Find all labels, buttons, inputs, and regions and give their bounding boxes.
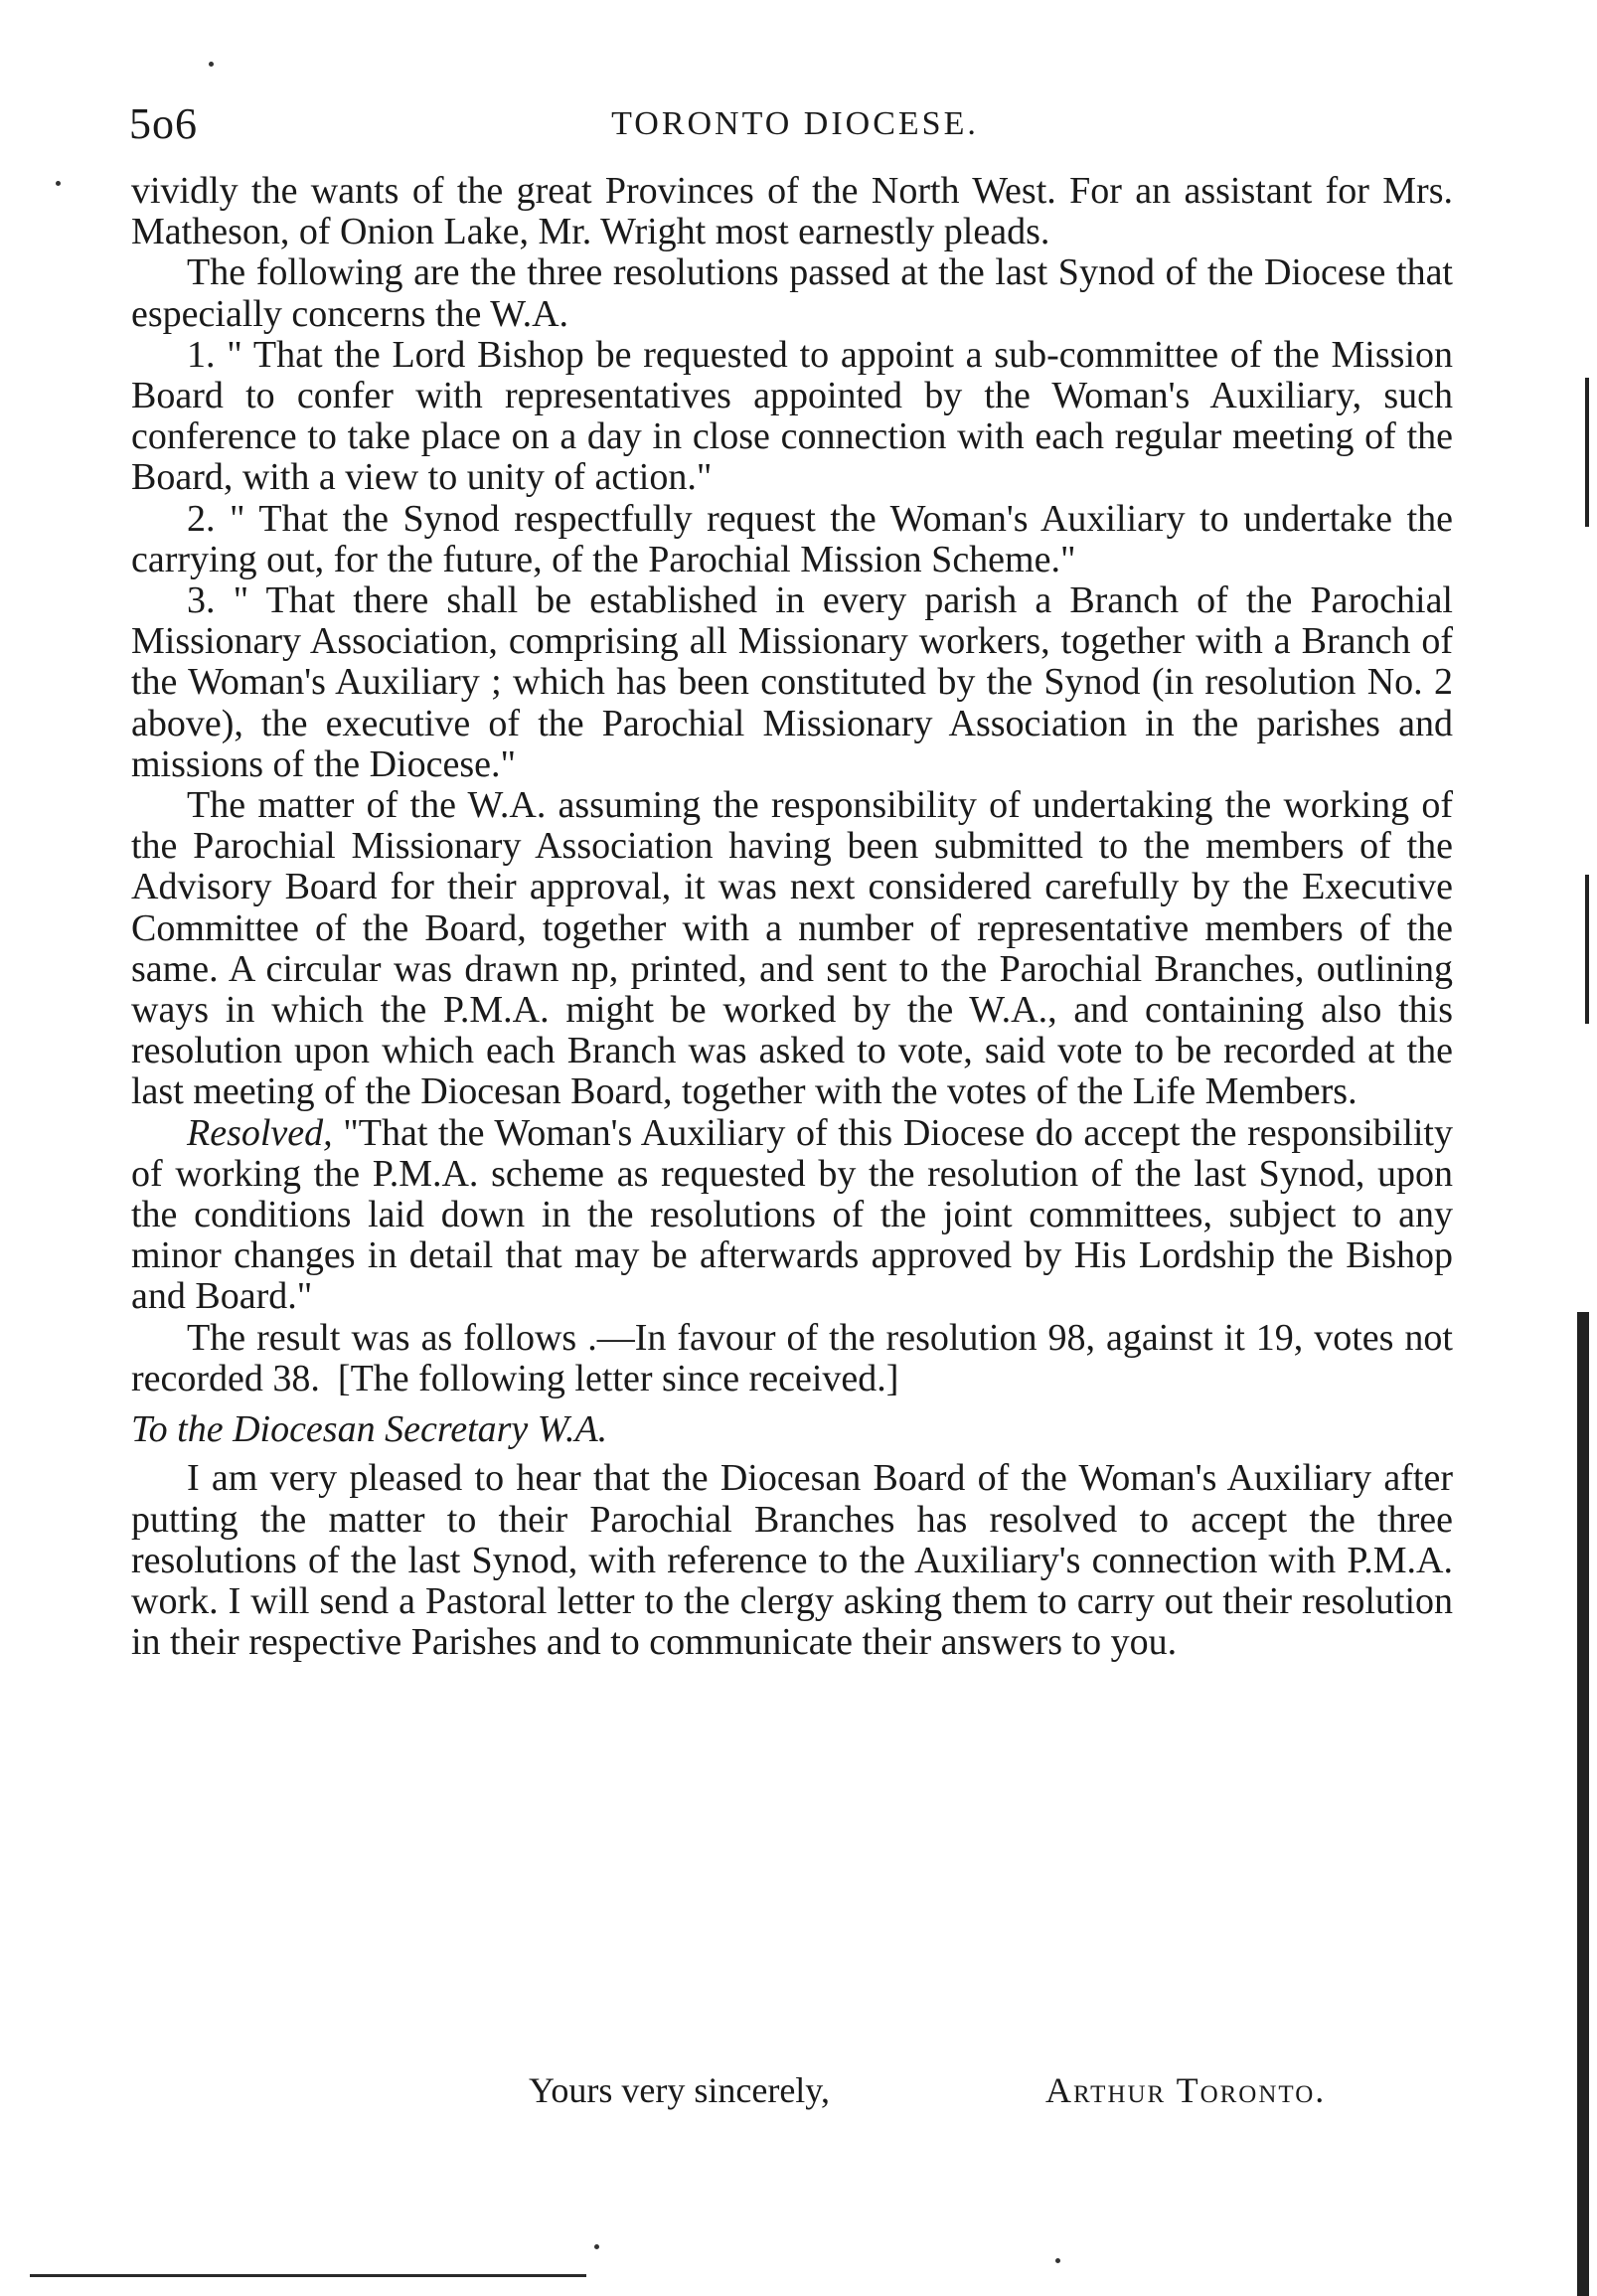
running-head: TORONTO DIOCESE. <box>611 105 979 142</box>
scan-edge-mark <box>1577 1312 1589 2296</box>
result-paragraph <box>131 1318 1453 1399</box>
body-text <box>131 171 1453 1663</box>
print-speck <box>209 62 214 67</box>
letter-salutation: To the Diocesan Secretary W.A. <box>131 1408 608 1451</box>
print-speck <box>56 181 61 186</box>
paragraph-continuation: vividly the wants of the great Provinces of the North West. For an assistant for Mrs. Matheson, of Onion Lake, Mr. Wright most earnestly pleads. <box>131 170 1453 253</box>
resolution-3: 3. " That there shall be established in every parish a Branch of the Parochial Missionary Association, comprising all Missionary workers, together with a Branch of the Woman's Auxiliary ; which has been constituted by the Synod (in resolution No. 2 above), the executive of the Parochial Missionary Association in the parishes and missions of the Diocese." <box>131 579 1453 785</box>
scan-edge-mark <box>1585 875 1589 1024</box>
resolution-2: 2. " That the Synod respectfully request the Woman's Auxiliary to undertake the carrying out, for the future, of the Parochial Mission Scheme." <box>131 497 1453 580</box>
bottom-rule <box>30 2274 586 2277</box>
print-speck <box>594 2244 599 2249</box>
print-speck <box>1055 2258 1060 2263</box>
paragraph-pma-matter: The matter of the W.A. assuming the responsibility of undertaking the working of the Parochial Missionary Association having been submitted to the members of the Advisory Board for their approval, it was next considered carefully by the Executive Committee of the Board, together with a number of representative members of the same. A circular was drawn np, printed, and sent to the Parochial Branches, outlining ways in which the P.M.A. might be worked by the W.A., and containing also this resolution upon which each Branch was asked to vote, said vote to be recorded at the last meeting of the Diocesan Board, together with the votes of the Life Members. <box>131 784 1453 1113</box>
letter-closing: Yours very sincerely, <box>529 2070 830 2110</box>
page-header <box>129 94 1461 154</box>
paragraph-resolutions-intro: The following are the three resolutions passed at the last Synod of the Diocese that especially concerns the W.A. <box>131 251 1453 335</box>
result-note: [The following letter since received.] <box>337 1357 899 1399</box>
result-text: The result was as follows .—In favour of the resolution 98, against it 19, votes not recorded 38. <box>131 1316 1453 1399</box>
letter-signoff <box>529 2067 1423 2113</box>
letter-body: I am very pleased to hear that the Diocesan Board of the Woman's Auxiliary after putting the matter to their Parochial Branches has resolved to accept the three resolutions of the last Synod, with reference to the Auxiliary's connection with P.M.A. work. I will send a Pastoral letter to the clergy asking them to carry out their resolution in their respective Parishes and to communicate their answers to you. <box>131 1457 1453 1664</box>
resolved-text: "That the Woman's Auxiliary of this Diocese do accept the responsibility of working the P.M.A. scheme as requested by the resolution of the last Synod, upon the conditions laid down in the resolutions of the joint committees, subject to any minor changes in detail that may be afterwards approved by His Lordship the Bishop and Board." <box>131 1111 1453 1318</box>
resolution-1: 1. " That the Lord Bishop be requested to appoint a sub-committee of the Mission Board to confer with representatives appointed by the Woman's Auxiliary, such conference to take place on a day in close connection with each regular meeting of the Board, with a view to unity of action." <box>131 333 1453 499</box>
letter-signature: Arthur Toronto. <box>1045 2070 1327 2110</box>
page-number: 5o6 <box>129 99 198 148</box>
resolved-paragraph <box>131 1113 1453 1318</box>
scan-edge-mark <box>1585 378 1589 527</box>
resolved-label: Resolved, <box>187 1111 333 1154</box>
